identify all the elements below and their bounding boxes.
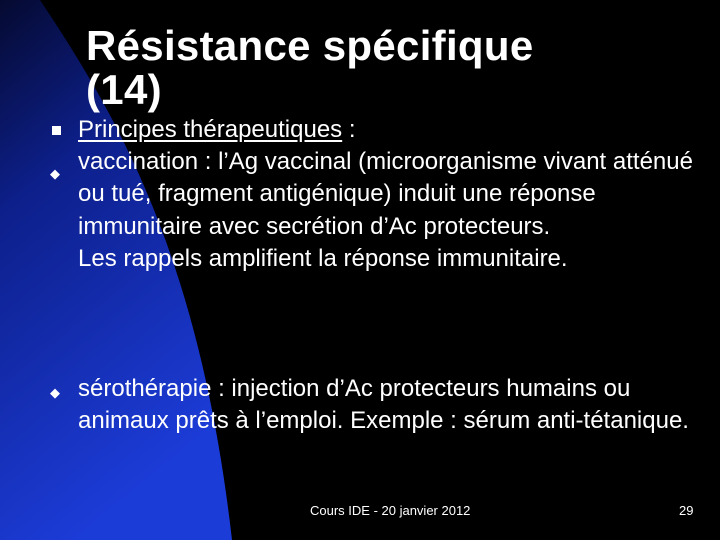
vaccination-text: vaccination : l’Ag vaccinal (microorganisme vivant atténué ou tué, fragment antigénique) induit une réponse immunitaire avec secrétion d’Ac protecteurs. — [78, 148, 693, 240]
bullet-serotherapie — [78, 373, 708, 438]
footer-course: Cours IDE - 20 janvier 2012 — [310, 503, 471, 518]
square-bullet-icon — [52, 126, 61, 135]
principes-colon: : — [342, 116, 356, 143]
bullet-vaccination — [78, 146, 708, 276]
bullet-principes — [78, 114, 698, 146]
principes-label: Principes thérapeutiques — [78, 116, 343, 143]
title-line-2: (14) — [86, 66, 162, 113]
diamond-bullet-icon: ◆ — [50, 166, 60, 181]
serotherapie-text: sérothérapie : injection d’Ac protecteurs humains ou animaux prêts à l’emploi. Exemple : sérum anti-tétanique. — [78, 375, 689, 435]
title-line-1: Résistance spécifique — [86, 22, 534, 69]
diamond-bullet-icon: ◆ — [50, 385, 60, 400]
vaccination-continuation: Les rappels amplifient la réponse immunitaire. — [78, 245, 568, 273]
slide-title — [86, 24, 686, 112]
footer-page-number: 29 — [679, 503, 694, 518]
